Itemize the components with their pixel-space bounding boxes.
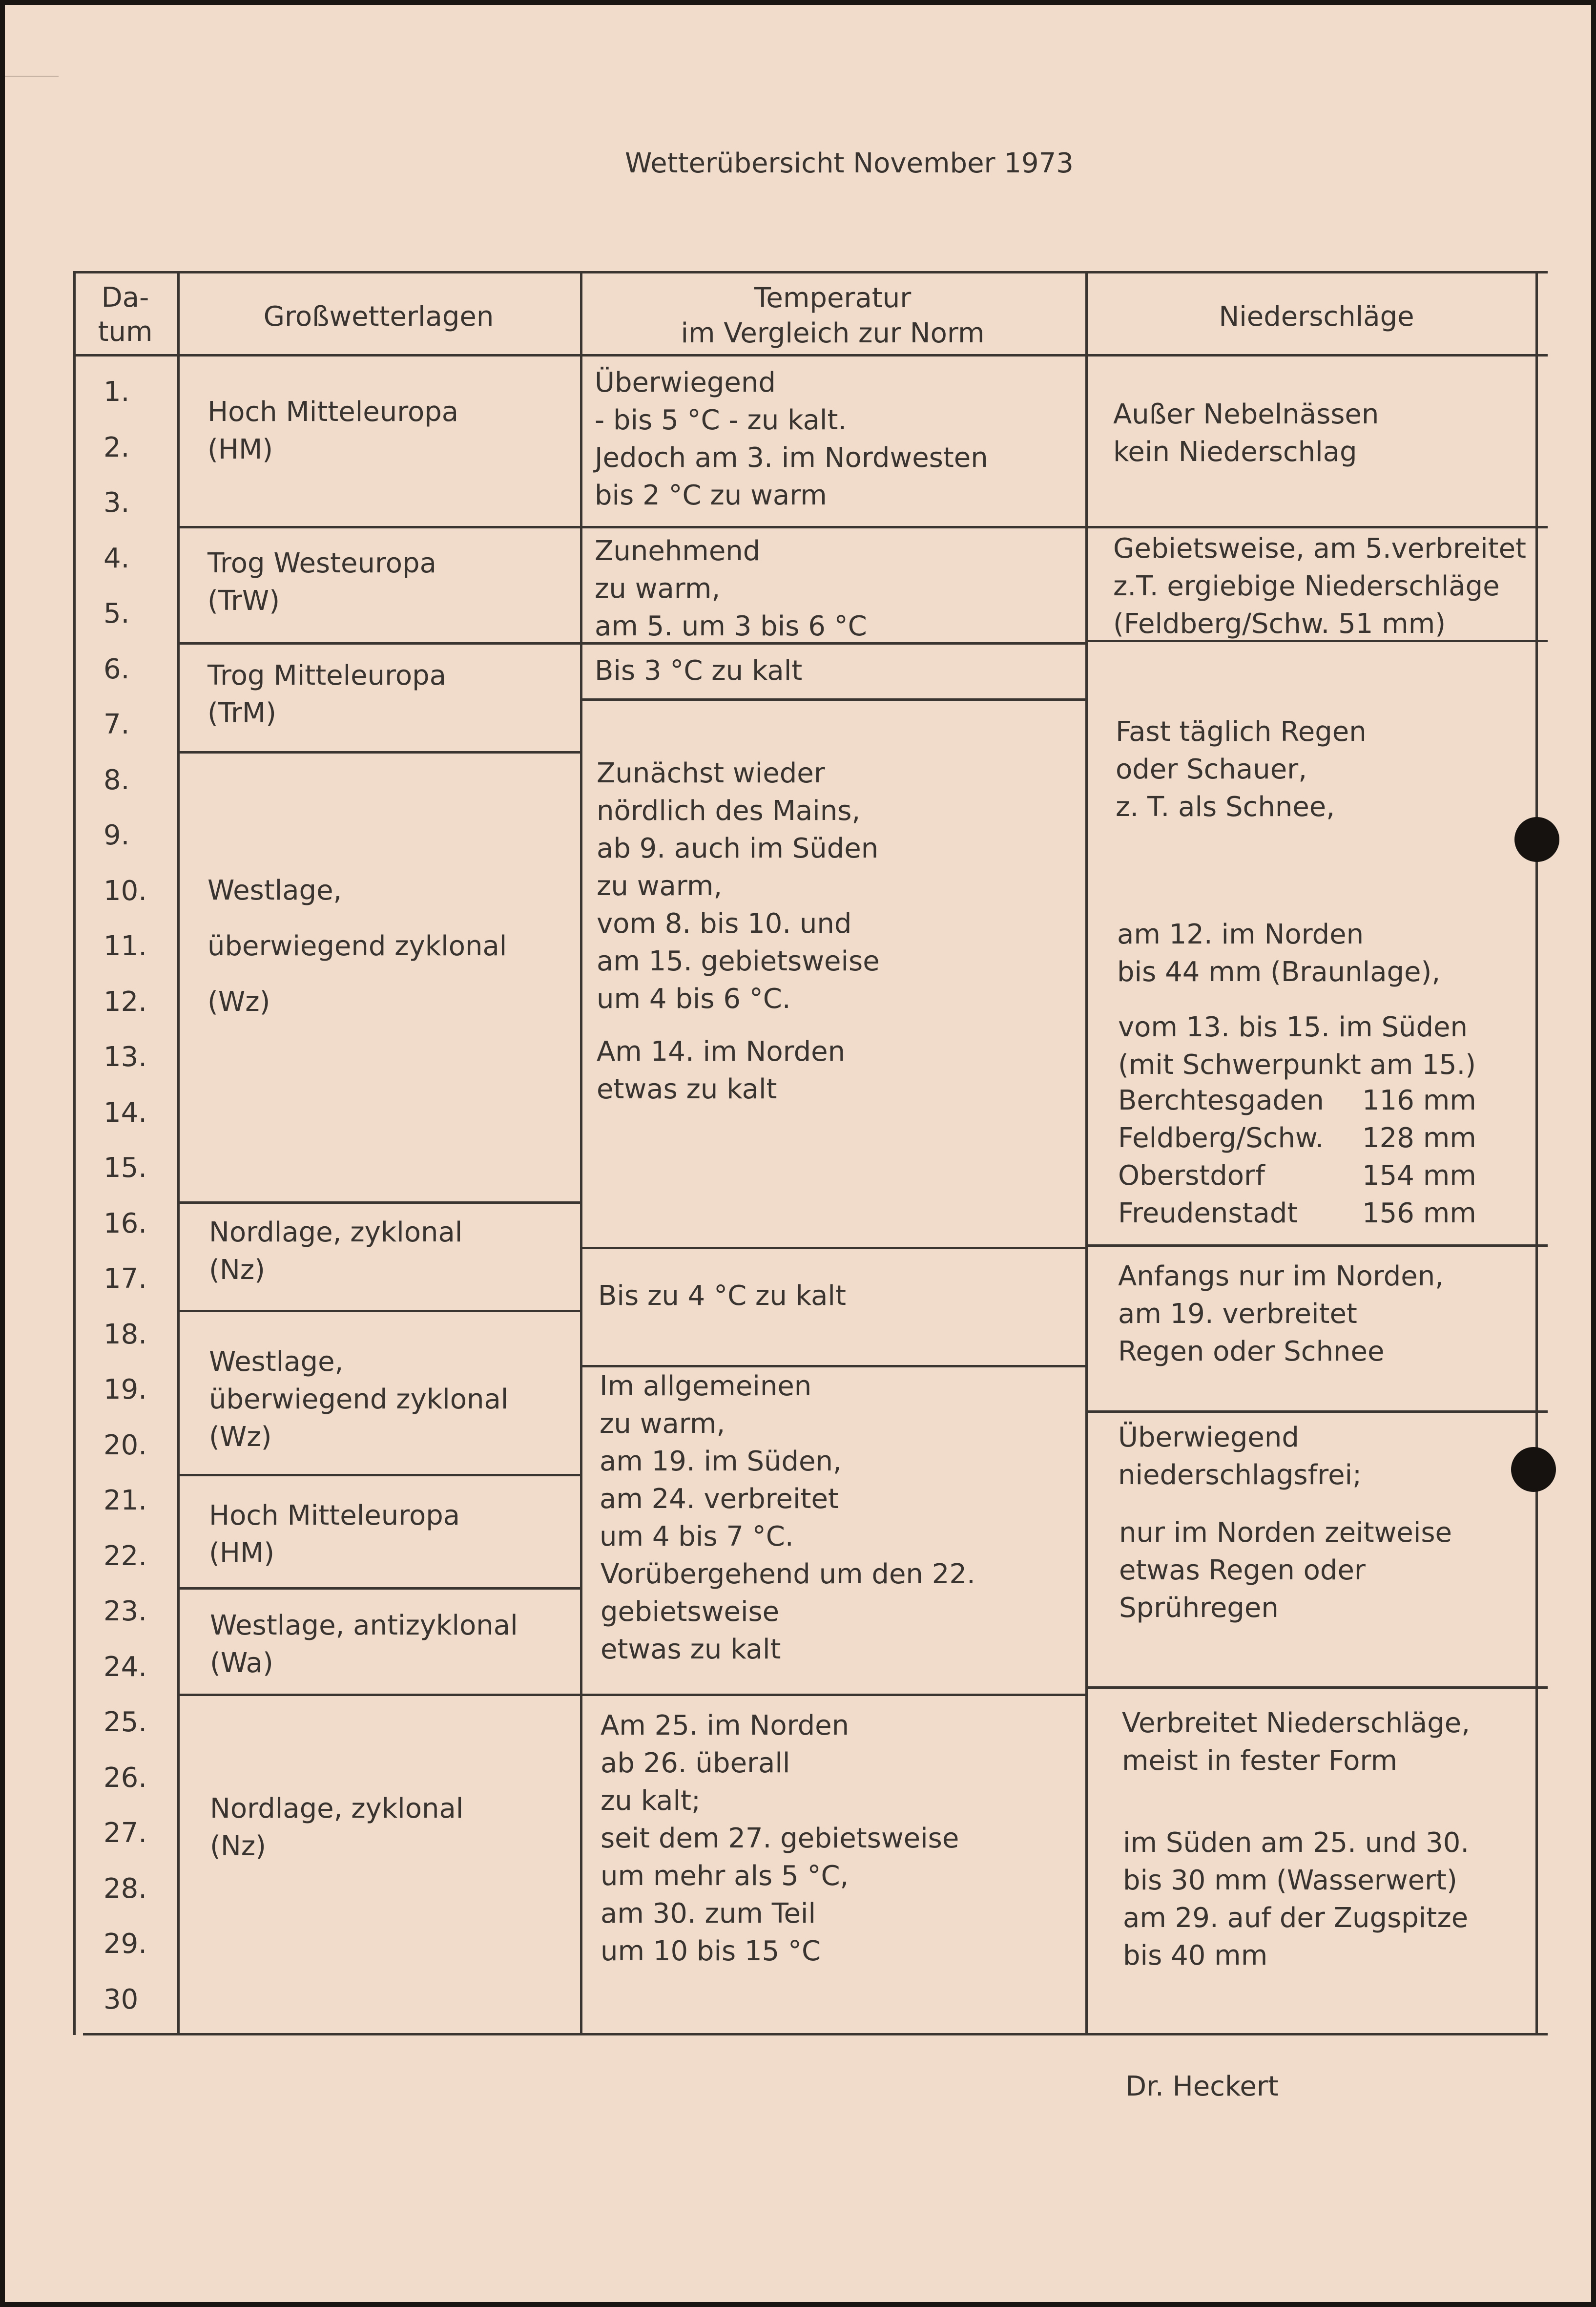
divider-datum [177,271,180,2035]
temperatur-cell: Am 14. im Norden etwas zu kalt [597,1036,846,1105]
temperatur-cell: Bis 3 °C zu kalt [595,655,803,687]
niederschlag-cell: Verbreitet Niederschläge, meist in fester Form [1122,1707,1471,1777]
corner-mark [0,76,59,77]
station-row [1118,1082,1476,1119]
line [177,1474,580,1476]
niederschlag-cell: Überwiegend niederschlagsfrei; [1118,1422,1362,1491]
station-name: Feldberg/Schw. [1118,1122,1324,1154]
niederschlag-cell: Anfangs nur im Norden, am 19. verbreitet Regen oder Schnee [1118,1260,1444,1367]
line [177,1201,580,1204]
divider-temperatur [1085,271,1088,2035]
station-name: Berchtesgaden [1118,1085,1324,1116]
weather-table [73,271,1548,2036]
station-value: 116 mm [1362,1085,1476,1116]
day-number: 2. [104,432,130,463]
header-datum: Da- tum [98,282,153,348]
line [1085,1686,1548,1689]
line [1085,1244,1548,1247]
station-row [1118,1119,1476,1157]
punch-hole [1514,817,1559,862]
day-number: 24. [104,1651,147,1683]
line [1085,1410,1548,1413]
temperatur-cell: Vorübergehend um den 22. gebietsweise etwas zu kalt [601,1558,975,1665]
day-number: 7. [104,709,130,740]
day-number: 9. [104,819,130,851]
niederschlag-cell: im Süden am 25. und 30. bis 30 mm (Wasserwert) am 29. auf der Zugspitze bis 40 mm [1123,1827,1470,1971]
day-number: 20. [104,1429,147,1461]
day-number: 26. [104,1762,147,1794]
day-number: 18. [104,1319,147,1350]
wetterlage-cell: Trog Mitteleuropa (TrM) [207,660,447,729]
table-border-left [73,271,76,2035]
day-number: 21. [104,1485,147,1516]
day-number: 11. [104,930,147,962]
day-number: 1. [104,376,130,408]
line [177,1310,580,1312]
temperatur-cell: Am 25. im Norden ab 26. überall zu kalt; seit dem 27. gebietsweise um mehr als 5 °C, am 30. zum Teil um 10 bis 15 °C [601,1710,959,1967]
signature: Dr. Heckert [1125,2071,1279,2102]
day-number: 29. [104,1928,147,1960]
wetterlage-cell: Nordlage, zyklonal (Nz) [210,1793,464,1862]
temperatur-cell: Im allgemeinen zu warm, am 19. im Süden, am 24. verbreitet um 4 bis 7 °C. [600,1370,842,1552]
line [1085,526,1548,528]
day-number: 30 [104,1984,139,2015]
line [177,751,580,754]
day-number: 22. [104,1540,147,1572]
niederschlag-cell: Fast täglich Regen oder Schauer, z. T. als Schnee, [1116,716,1367,823]
day-number: 4. [104,543,130,574]
station-value: 154 mm [1362,1160,1476,1192]
divider-wetterlagen [580,271,582,2035]
line [177,1694,580,1696]
niederschlag-cell: Außer Nebelnässen kein Niederschlag [1113,398,1379,468]
header-niederschlaege: Niederschläge [1219,301,1414,333]
station-list [1118,1082,1476,1232]
wetterlage-cell: Westlage, überwiegend zyklonal (Wz) [207,875,507,1018]
line [177,642,580,645]
niederschlag-cell: nur im Norden zeitweise etwas Regen oder Sprühregen [1119,1517,1452,1624]
temperatur-cell: Zunächst wieder nördlich des Mains, ab 9. auch im Süden zu warm, vom 8. bis 10. und am 15. gebietsweise um 4 bis 6 °C. [597,757,880,1015]
day-number: 10. [104,875,147,907]
table-border-right [1535,271,1538,2035]
header-divider [73,354,1548,357]
page-title: Wetterübersicht November 1973 [625,147,1074,179]
table-border-bottom [83,2033,1548,2035]
day-number: 5. [104,598,130,629]
day-number: 16. [104,1208,147,1239]
line [580,1694,1085,1696]
line [177,1587,580,1590]
temperatur-cell: Überwiegend - bis 5 °C - zu kalt. Jedoch am 3. im Nordwesten bis 2 °C zu warm [595,367,988,511]
day-number: 25. [104,1706,147,1738]
day-number: 8. [104,764,130,796]
day-number: 6. [104,653,130,685]
station-name: Oberstdorf [1118,1160,1265,1192]
station-row [1118,1195,1476,1232]
station-value: 128 mm [1362,1122,1476,1154]
line [580,1247,1085,1249]
day-number: 23. [104,1595,147,1627]
wetterlage-cell: Westlage, überwiegend zyklonal (Wz) [209,1346,509,1453]
punch-hole [1511,1447,1556,1492]
header-temperatur: Temperatur im Vergleich zur Norm [681,282,985,349]
day-number: 15. [104,1152,147,1184]
day-number: 14. [104,1097,147,1129]
niederschlag-cell: Gebietsweise, am 5.verbreitet z.T. ergiebige Niederschläge (Feldberg/Schw. 51 mm) [1113,533,1527,640]
day-number: 12. [104,986,147,1018]
niederschlag-cell: vom 13. bis 15. im Süden (mit Schwerpunkt am 15.) [1118,1011,1476,1081]
day-number: 19. [104,1374,147,1405]
wetterlage-cell: Hoch Mitteleuropa (HM) [207,396,459,465]
day-number: 13. [104,1041,147,1073]
temperatur-cell: Bis zu 4 °C zu kalt [598,1280,846,1312]
station-row [1118,1157,1476,1195]
station-name: Freudenstadt [1118,1197,1298,1229]
station-value: 156 mm [1362,1197,1476,1229]
table-border-top [73,271,1548,273]
line [580,526,1085,528]
wetterlage-cell: Nordlage, zyklonal (Nz) [209,1216,463,1286]
wetterlage-cell: Hoch Mitteleuropa (HM) [209,1500,460,1569]
day-number: 27. [104,1817,147,1849]
wetterlage-cell: Westlage, antizyklonal (Wa) [210,1610,518,1679]
niederschlag-cell: am 12. im Norden bis 44 mm (Braunlage), [1117,919,1441,988]
temperatur-cell: Zunehmend zu warm, am 5. um 3 bis 6 °C [595,535,867,642]
day-number: 28. [104,1873,147,1905]
line [177,526,580,528]
day-number: 17. [104,1263,147,1295]
line [580,698,1085,701]
header-wetterlagen: Großwetterlagen [263,301,494,333]
wetterlage-cell: Trog Westeuropa (TrW) [207,547,436,617]
day-number: 3. [104,487,130,519]
